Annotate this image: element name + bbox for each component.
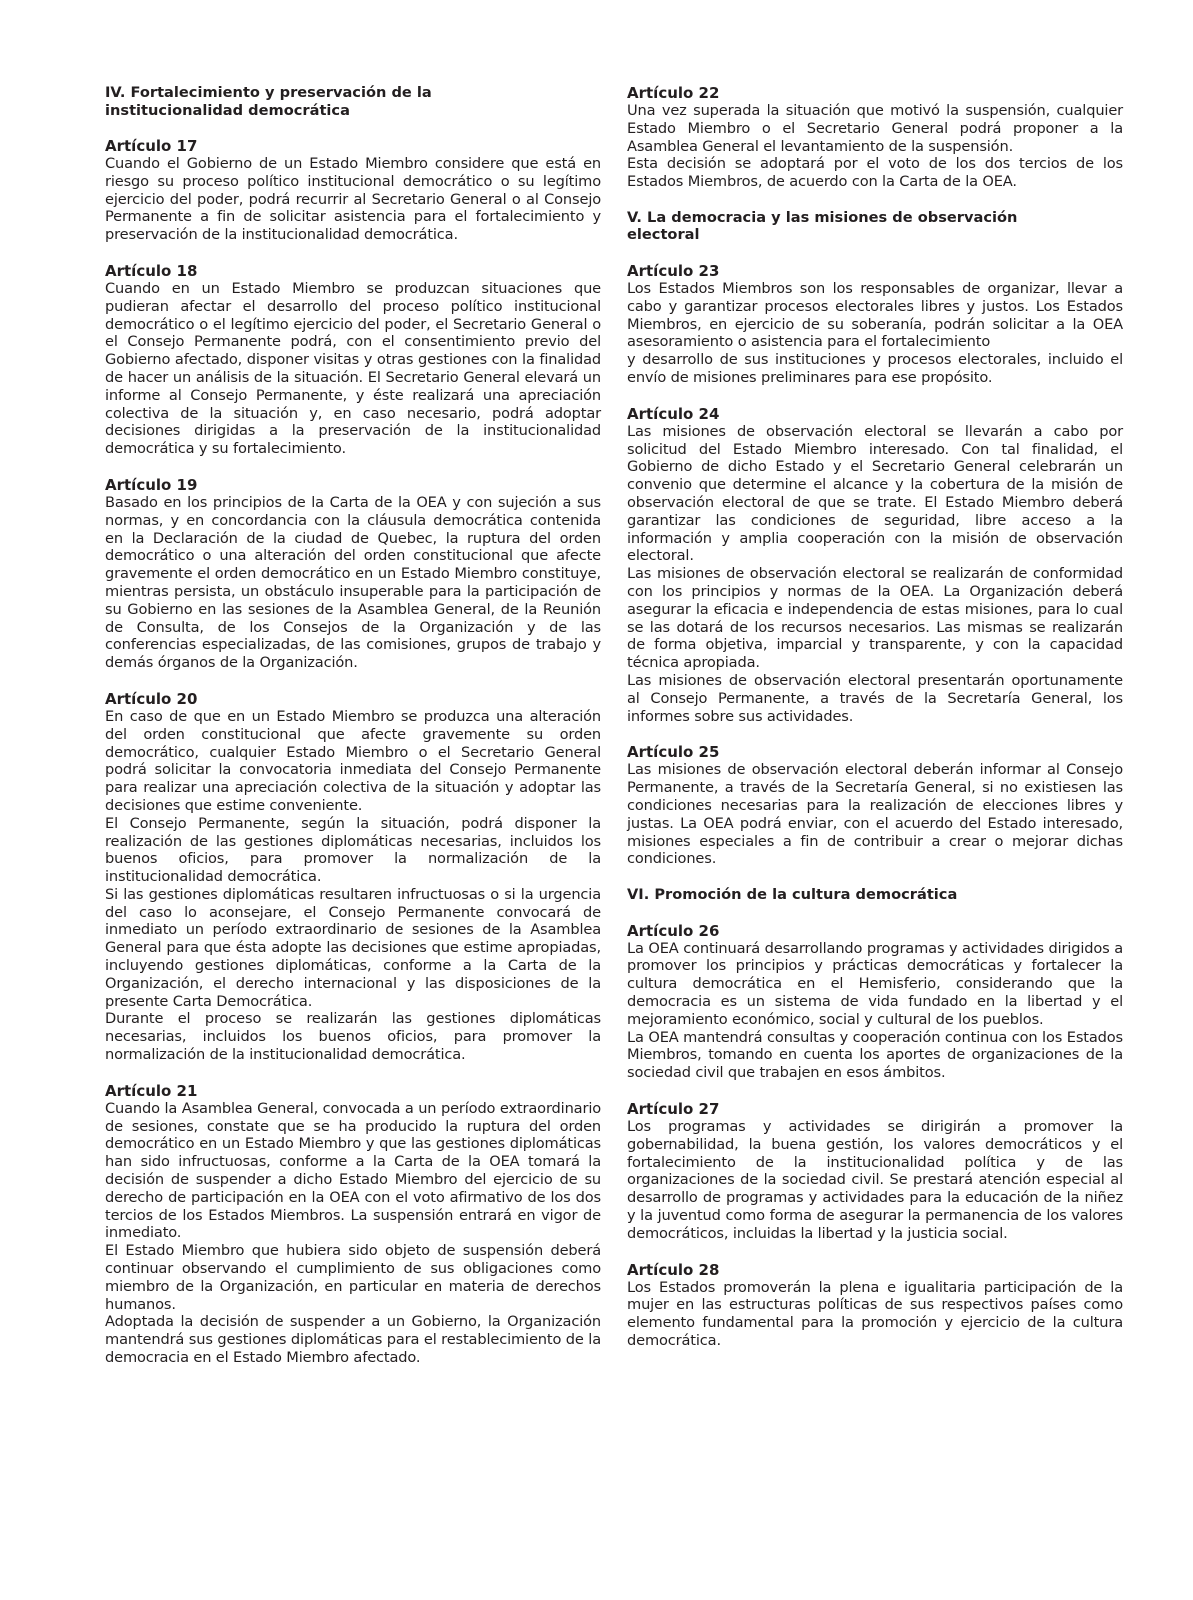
article-17	[105, 137, 601, 244]
article-paragraph: En caso de que en un Estado Miembro se produzca una alteración del orden constitucional que afecte gravemente su orden democrático, cualquier Estado Miembro o el Secretario General podrá solicitar la convocatoria inmediata del Consejo Permanente para realizar una apreciación colectiva de la situación y adoptar las decisiones que estime conveniente.	[105, 707, 601, 814]
right-column	[627, 84, 1123, 1368]
article-paragraph: La OEA mantendrá consultas y cooperación continua con los Estados Miembros, tomando en cuenta los aportes de organizaciones de la sociedad civil que trabajen en esos ámbitos.	[627, 1028, 1123, 1082]
article-22	[627, 84, 1123, 191]
article-title: Artículo 22	[627, 84, 720, 102]
article-paragraph: Si las gestiones diplomáticas resultaren infructuosas o si la urgencia del caso lo aconsejare, el Consejo Permanente convocará de inmediato un período extraordinario de sesiones de la Asamblea General para que ésta adopte las decisiones que estime apropiadas, incluyendo gestiones diplomáticas, conforme a la Carta de la Organización, el derecho internacional y las disposiciones de la presente Carta Democrática.	[105, 885, 601, 1010]
article-paragraph: Las misiones de observación electoral se llevarán a cabo por solicitud del Estado Miembro interesado. Con tal finalidad, el Gobierno de dicho Estado y el Secretario General celebrarán un convenio que determine el alcance y la cobertura de la misión de observación electoral de que se trate. El Estado Miembro deberá garantizar las condiciones de seguridad, libre acceso a la información y amplia cooperación con la misión de observación electoral.	[627, 422, 1123, 565]
article-paragraph: Esta decisión se adoptará por el voto de los dos tercios de los Estados Miembros, de acuerdo con la Carta de la OEA.	[627, 155, 1123, 191]
article-20	[105, 690, 601, 1064]
article-title: Artículo 25	[627, 743, 720, 762]
article-paragraph: Las misiones de observación electoral deberán informar al Consejo Permanente, a través de la Secretaría General, si no existiesen las condiciones necesarias para la realización de elecciones libres y justas. La OEA podrá enviar, con el acuerdo del Estado interesado, misiones especiales a fin de contribuir a crear o mejorar dichas condiciones.	[627, 761, 1123, 868]
article-paragraph: Los Estados Miembros son los responsables de organizar, llevar a cabo y garantizar procesos electorales libres y justos. Los Estados Miembros, en ejercicio de su soberanía, podrán solicitar a la OEA asesoramiento o asistencia para el fortalecimiento	[627, 279, 1123, 351]
article-paragraph: Adoptada la decisión de suspender a un Gobierno, la Organización mantendrá sus gestiones diplomáticas para el restablecimiento de la democracia en el Estado Miembro afectado.	[105, 1313, 601, 1367]
left-column	[105, 84, 601, 1385]
article-paragraph: El Estado Miembro que hubiera sido objeto de suspensión deberá continuar observando el cumplimiento de sus obligaciones como miembro de la Organización, en particular en materia de derechos humanos.	[105, 1242, 601, 1313]
article-paragraph: Los programas y actividades se dirigirán a promover la gobernabilidad, la buena gestión, los valores democráticos y el fortalecimiento de la institucionalidad política y de las organizaciones de la sociedad civil. Se prestará atención especial al desarrollo de programas y actividades para la educación de la niñez y la juventud como forma de asegurar la permanencia de los valores democráticos, incluidas la libertad y la justicia social.	[627, 1117, 1123, 1242]
article-paragraph: Los Estados promoverán la plena e igualitaria participación de la mujer en las estructuras políticas de sus respectivos países como elemento fundamental para la promoción y ejercicio de la cultura democrática.	[627, 1278, 1123, 1349]
article-title: Artículo 19	[105, 475, 198, 494]
article-18	[105, 262, 601, 458]
article-28	[627, 1261, 1123, 1350]
article-paragraph: Las misiones de observación electoral se realizarán de conformidad con los principios y normas de la OEA. La Organización deberá asegurar la eficacia e independencia de estas misiones, para lo cual se las dotará de los recursos necesarios. Las mismas se realizarán de forma objetiva, imparcial y transparente, y con la capacidad técnica apropiada.	[627, 565, 1123, 672]
article-23	[627, 262, 1123, 387]
article-title: Artículo 21	[105, 1081, 198, 1100]
article-paragraph: La OEA continuará desarrollando programas y actividades dirigidos a promover los principios y prácticas democráticas y fortalecer la cultura democrática en el Hemisferio, considerando que la democracia es un sistema de vida fundado en la libertad y el mejoramiento económico, social y cultural de los pueblos.	[627, 939, 1123, 1028]
section-heading-iv: IV. Fortalecimiento y preservación de la institucionalidad democrática	[105, 84, 432, 119]
article-title: Artículo 23	[627, 261, 720, 280]
article-26	[627, 922, 1123, 1082]
section-heading-v: V. La democracia y las misiones de observación electoral	[627, 208, 1018, 244]
article-paragraph: Cuando el Gobierno de un Estado Miembro considere que está en riesgo su proceso político institucional democrático o su legítimo ejercicio del poder, podrá recurrir al Secretario General o al Consejo Permanente a fin de solicitar asistencia para el fortalecimiento y preservación de la institucionalidad democrática.	[105, 155, 601, 244]
article-21	[105, 1082, 601, 1367]
article-title: Artículo 27	[627, 1099, 720, 1118]
article-paragraph: Las misiones de observación electoral presentarán oportunamente al Consejo Permanente, a través de la Secretaría General, los informes sobre sus actividades.	[627, 671, 1123, 725]
article-24	[627, 405, 1123, 726]
article-27	[627, 1100, 1123, 1243]
article-title: Artículo 18	[105, 261, 198, 280]
section-heading-vi: VI. Promoción de la cultura democrática	[627, 886, 958, 904]
article-title: Artículo 20	[105, 689, 198, 708]
article-19	[105, 476, 601, 672]
article-title: Artículo 17	[105, 137, 198, 155]
article-paragraph: Basado en los principios de la Carta de la OEA y con sujeción a sus normas, y en concordancia con la cláusula democrática contenida en la Declaración de la ciudad de Quebec, la ruptura del orden democrático o una alteración del orden constitucional que afecte gravemente el orden democrático en un Estado Miembro constituye, mientras persista, un obstáculo insuperable para la participación de su Gobierno en las sesiones de la Asamblea General, de la Reunión de Consulta, de los Consejos de la Organización y de las conferencias especializadas, de las comisiones, grupos de trabajo y demás órganos de la Organización.	[105, 493, 601, 672]
article-title: Artículo 24	[627, 404, 720, 423]
article-paragraph: y desarrollo de sus instituciones y procesos electorales, incluido el envío de misiones preliminares para ese propósito.	[627, 351, 1123, 386]
article-25	[627, 743, 1123, 868]
article-paragraph: Cuando en un Estado Miembro se produzcan situaciones que pudieran afectar el desarrollo del proceso político institucional democrático o el legítimo ejercicio del poder, el Secretario General o el Consejo Permanente podrá, con el consentimiento previo del Gobierno afectado, disponer visitas y otras gestiones con la finalidad de hacer un análisis de la situación. El Secretario General elevará un informe al Consejo Permanente, y éste realizará una apreciación colectiva de la situación y, en caso necesario, podrá adoptar decisiones dirigidas a la preservación de la institucionalidad democrática y su fortalecimiento.	[105, 279, 601, 458]
article-title: Artículo 28	[627, 1260, 720, 1279]
article-paragraph: Cuando la Asamblea General, convocada a un período extraordinario de sesiones, constate que se ha producido la ruptura del orden democrático en un Estado Miembro y que las gestiones diplomáticas han sido infructuosas, conforme a la Carta de la OEA tomará la decisión de suspender a dicho Estado Miembro del ejercicio de su derecho de participación en la OEA con el voto afirmativo de los dos tercios de los Estados Miembros. La suspensión entrará en vigor de inmediato.	[105, 1099, 601, 1242]
article-title: Artículo 26	[627, 921, 720, 940]
article-paragraph: Una vez superada la situación que motivó la suspensión, cualquier Estado Miembro o el Secretario General podrá proponer a la Asamblea General el levantamiento de la suspensión.	[627, 102, 1123, 155]
article-paragraph: El Consejo Permanente, según la situación, podrá disponer la realización de las gestiones diplomáticas necesarias, incluidos los buenos oficios, para promover la normalización de la institucionalidad democrática.	[105, 814, 601, 886]
article-paragraph: Durante el proceso se realizarán las gestiones diplomáticas necesarias, incluidos los buenos oficios, para promover la normalización de la institucionalidad democrática.	[105, 1010, 601, 1064]
